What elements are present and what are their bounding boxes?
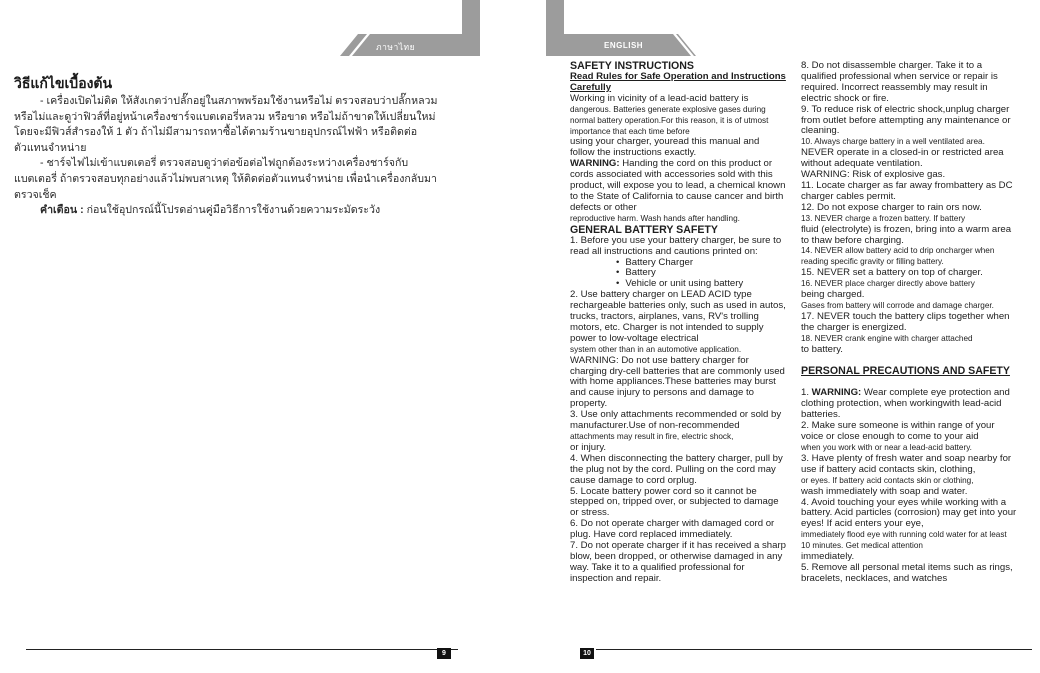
warning-paragraph bbox=[14, 203, 444, 219]
page-english bbox=[520, 0, 1040, 673]
section-heading: SAFETY INSTRUCTIONS bbox=[570, 60, 694, 72]
list-item: 2. Use battery charger on LEAD ACID type rechargeable batteries only, such as used in autos, trucks, tractors, airplanes, vans, RV's trolling motors, etc. Charger is not intended to supply power to low-voltage electrical bbox=[570, 289, 786, 344]
section-heading: PERSONAL PRECAUTIONS AND SAFETY bbox=[801, 365, 1010, 378]
list-item: immediately flood eye with running cold water for at least 10 minutes. Get medical attention bbox=[801, 530, 1007, 551]
list-item: or injury. bbox=[570, 441, 607, 453]
paragraph: reproductive harm. Wash hands after handling. bbox=[570, 213, 740, 223]
warning-text: Wear complete eye protection and clothing protection, when workingwith lead-acid batteries. bbox=[801, 387, 1010, 421]
paragraph: - ชาร์จไฟไม่เข้าแบตเตอรี่ ตรวจสอบดูว่าต่อข้อต่อไฟถูกต้องระหว่างเครื่องชาร์จกับแบตเตอรี่ ถ้าตรวจสอบทุกอย่างแล้วไม่พบสาเหตุ ให้ติดต่อตัวแทนจำหน่าย เพื่อนำเครื่องกลับมาตรวจเช็ค bbox=[14, 157, 437, 201]
list-item: wash immediately with soap and water. bbox=[801, 485, 968, 497]
page-number: 9 bbox=[437, 648, 451, 659]
list-item: NEVER operate in a closed-in or restricted area without adequate ventilation. bbox=[801, 147, 1004, 170]
warning-text: Handing the cord on this product or cords associated with accessories sold with this product, will expose you to lead, a chemical known to the State of California to cause cancer and birth defects or other bbox=[570, 158, 786, 213]
warning-paragraph bbox=[570, 159, 786, 214]
list-item: 2. Make sure someone is within range of your voice or close enough to come to your aid bbox=[801, 420, 995, 443]
list-item: 15. NEVER set a battery on top of charger. bbox=[801, 267, 983, 279]
list-item: 17. NEVER touch the battery clips together when the charger is energized. bbox=[801, 310, 1010, 333]
paragraph: dangerous. Batteries generate explosive gases during normal battery operation.For this reason, it is of utmost importance that each time before bbox=[570, 104, 769, 136]
warning-text: ก่อนใช้อุปกรณ์นี้โปรดอ่านคู่มือวิธีการใช้งานด้วยความระมัดระวัง bbox=[83, 204, 381, 217]
footer-rule bbox=[596, 649, 1032, 650]
list-item: 3. Have plenty of fresh water and soap nearby for use if battery acid contacts skin, clothing, bbox=[801, 452, 1012, 475]
paragraph: - เครื่องเปิดไม่ติด ให้สังเกตว่าปลั๊กอยู่ในสภาพพร้อมใช้งานหรือไม่ ตรวจสอบว่าปลั๊กหลวมหรือไม่และดูว่าฟิวส์ที่อยู่หน้าเครื่องชาร์จแบตเตอรี่หลวม หรือขาด หรือไม่ถ้าขาดให้เปลี่ยนใหม่โดยจะมีฟิวส์สำรองให้ 1 ตัว ถ้าไม่มีสามารถหาซื้อได้ตามร้านขายอุปกรณ์ไฟฟ้า หรือติดต่อตัวแทนจำหน่าย bbox=[14, 95, 438, 154]
list-item: 18. NEVER crank engine with charger attached bbox=[801, 333, 973, 343]
list-item: WARNING: Do not use battery charger for charging dry-cell batteries that are commonly used with home appliances.These batteries may burst and cause injury to persons and damage to property. bbox=[570, 354, 785, 410]
list-item: 1. Before you use your battery charger, be sure to read all instructions and cautions printed on: bbox=[570, 234, 782, 257]
list-item: or eyes. If battery acid contacts skin or clothing, bbox=[801, 475, 974, 485]
bullet-item: • Battery bbox=[570, 268, 786, 279]
list-item: 8. Do not disassemble charger. Take it to a qualified professional when service or repair is required. Incorrect reassembly may result in electric shock or fire. bbox=[801, 60, 998, 104]
warning-label: WARNING: bbox=[570, 158, 620, 170]
footer-rule bbox=[26, 649, 458, 650]
bullet-item: • Battery Charger bbox=[570, 258, 786, 269]
list-item: to battery. bbox=[801, 343, 843, 355]
list-number: 1. bbox=[801, 387, 812, 399]
subheading: Read Rules for Safe Operation and Instructions Carefully bbox=[570, 71, 786, 93]
list-item: 10. Always charge battery in a well ventilated area. bbox=[801, 137, 985, 147]
list-item: Gases from battery will corrode and damage charger. bbox=[801, 300, 994, 310]
list-item: 7. Do not operate charger if it has received a sharp blow, been dropped, or otherwise damaged in any way. Take it to a qualified professional for inspection and repair. bbox=[570, 540, 786, 584]
list-item: 9. To reduce risk of electric shock,unplug charger from outlet before attempting any maintenance or cleaning. bbox=[801, 103, 1011, 137]
list-item: 6. Do not operate charger with damaged cord or plug. Have cord replaced immediately. bbox=[570, 518, 775, 541]
section-title: วิธีแก้ไขเบื้องต้น bbox=[14, 75, 113, 91]
warning-label: WARNING: bbox=[811, 387, 862, 399]
language-tab-shape bbox=[0, 0, 520, 56]
list-item: attachments may result in fire, electric shock, bbox=[570, 432, 734, 441]
page-number: 10 bbox=[580, 648, 594, 659]
list-item: 16. NEVER place charger directly above battery bbox=[801, 279, 975, 289]
paragraph: Working in vicinity of a lead-acid battery is bbox=[570, 92, 749, 104]
language-tab-shape bbox=[520, 0, 1040, 56]
list-item: 5. Locate battery power cord so it cannot be stepped on, tripped over, or subjected to damage or stress. bbox=[570, 485, 779, 519]
list-item: fluid (electrolyte) is frozen, bring into a warm area to thaw before charging. bbox=[801, 223, 1012, 246]
list-item: when you work with or near a lead-acid battery. bbox=[801, 443, 972, 452]
list-item: 12. Do not expose charger to rain ors now. bbox=[801, 201, 982, 213]
text-column-2 bbox=[801, 61, 1018, 585]
warning-paragraph bbox=[801, 388, 1018, 421]
list-item: 4. Avoid touching your eyes while working with a battery. Acid particles (corrosion) may get into your eyes! If acid enters your eye, bbox=[801, 496, 1017, 530]
text-column-1 bbox=[570, 61, 786, 585]
language-tab-label: ENGLISH bbox=[604, 41, 644, 50]
paragraph: using your charger, youread this manual and follow the instructions exactly. bbox=[570, 136, 760, 159]
warning-label: คำเตือน : bbox=[40, 204, 84, 217]
list-item: system other than in an automotive application. bbox=[570, 344, 742, 354]
list-item: WARNING: Risk of explosive gas. bbox=[801, 169, 946, 181]
list-item: 5. Remove all personal metal items such as rings, bracelets, necklaces, and watches bbox=[801, 561, 1013, 584]
troubleshooting-text bbox=[14, 94, 444, 219]
language-tab-label: ภาษาไทย bbox=[376, 42, 416, 52]
list-item: 11. Locate charger as far away frombattery as DC charger cables permit. bbox=[801, 179, 1013, 202]
list-item: being charged. bbox=[801, 289, 865, 301]
section-heading: GENERAL BATTERY SAFETY bbox=[570, 223, 718, 236]
list-item: 4. When disconnecting the battery charger, pull by the plug not by the cord. Pulling on the cord may cause damage to cord orplug. bbox=[570, 452, 783, 486]
bullet-item: • Vehicle or unit using battery bbox=[570, 279, 786, 290]
list-item: 14. NEVER allow battery acid to drip oncharger when reading specific gravity or filling battery. bbox=[801, 246, 995, 267]
list-item: 3. Use only attachments recommended or sold by manufacturer.Use of non-recommended bbox=[570, 409, 782, 432]
list-item: immediately. bbox=[801, 551, 855, 563]
list-item: 13. NEVER charge a frozen battery. If battery bbox=[801, 213, 966, 223]
